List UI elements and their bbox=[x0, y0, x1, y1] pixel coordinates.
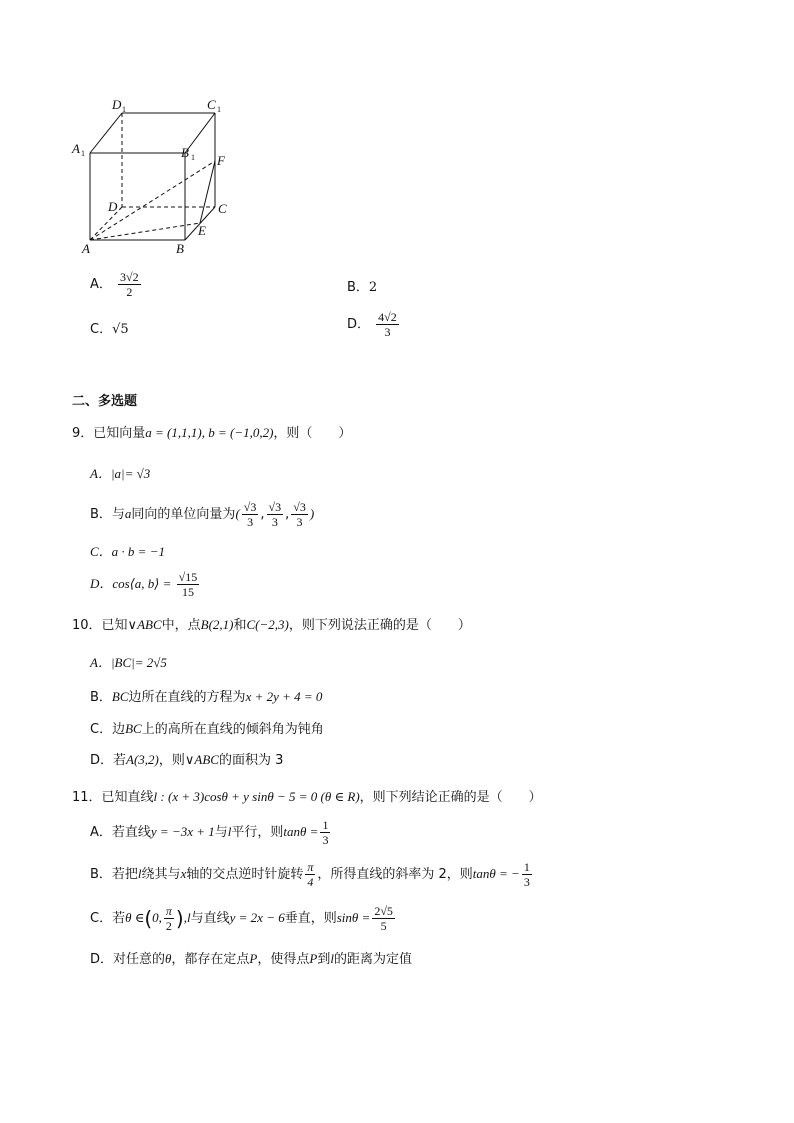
option-label: B． bbox=[347, 280, 369, 295]
label-D1: D bbox=[112, 97, 122, 112]
label-E: E bbox=[198, 223, 206, 238]
q10-stem: 10．已知∨ABC中，点B(2,1)和C(−2,3)，则下列说法正确的是（ ） bbox=[72, 617, 471, 633]
q11-option-c[interactable]: C．若θ ∈(0, $\frac{\pi}{2}$ ),l与直线y = 2x − 6垂直，则sinθ = $\frac{2√5}{5}$ bbox=[90, 904, 393, 933]
q10-option-a[interactable]: A．|BC|= 2√5 bbox=[90, 655, 167, 670]
fraction: $\frac{4√2}{3}$ bbox=[378, 310, 397, 339]
option-value: 2 bbox=[368, 280, 378, 295]
q11-stem: 11．已知直线l : (x + 3)cosθ + y sinθ − 5 = 0 (θ ∈ R)，则下列结论正确的是（ ） bbox=[72, 789, 542, 805]
label-A: A bbox=[82, 241, 90, 256]
q9-option-a[interactable]: A．|a|= √3 bbox=[90, 466, 151, 481]
q8-option-d[interactable] bbox=[347, 310, 401, 339]
q10-option-d[interactable]: D．若A(3,2)，则∨ABC的面积为 3 bbox=[90, 752, 284, 768]
q8-option-a[interactable] bbox=[90, 270, 143, 299]
q11-option-a[interactable]: A．若直线y = −3x + 1与l平行，则tanθ = $\frac{1}{3}$ bbox=[90, 818, 329, 847]
option-label: A． bbox=[90, 277, 112, 292]
q9-option-b[interactable]: B．与a同向的单位向量为( $\frac{√3}{3}$ , $\frac{√3}{3}$ , $\frac{√3}{3}$ ) bbox=[90, 500, 315, 529]
label-C1-sub: 1 bbox=[217, 105, 221, 114]
option-label: C． bbox=[90, 322, 113, 337]
q9-option-d[interactable]: D．cos⟨a, b⟩ = $\frac{√15}{15}$ bbox=[90, 570, 198, 599]
q11-option-b[interactable]: B．若把l绕其与x轴的交点逆时针旋转 $\frac{\pi}{4}$ ，所得直线的斜率为 2，则tanθ = − $\frac{1}{3}$ bbox=[90, 860, 530, 889]
cube-figure bbox=[60, 95, 240, 260]
label-C1: C bbox=[207, 97, 216, 112]
label-B: B bbox=[176, 241, 184, 256]
label-F: F bbox=[217, 153, 225, 168]
label-D: D bbox=[108, 199, 118, 214]
q8-option-b[interactable] bbox=[347, 276, 377, 295]
q9-stem: 9．已知向量a = (1,1,1), b = (−1,0,2)，则（ ） bbox=[72, 425, 352, 441]
section-title: 二、多选题 bbox=[72, 394, 138, 409]
q10-option-b[interactable]: B．BC边所在直线的方程为x + 2y + 4 = 0 bbox=[90, 689, 323, 705]
label-B1: B bbox=[181, 145, 189, 160]
label-D1-sub: 1 bbox=[122, 105, 126, 114]
option-label: D． bbox=[347, 317, 371, 332]
q8-option-c[interactable] bbox=[90, 318, 129, 337]
label-C: C bbox=[218, 201, 227, 216]
option-value: √5 bbox=[112, 322, 129, 337]
label-A1-sub: 1 bbox=[81, 149, 85, 158]
label-B1-sub: 1 bbox=[191, 153, 195, 162]
q10-option-c[interactable]: C．边BC上的高所在直线的倾斜角为钝角 bbox=[90, 721, 324, 737]
q11-option-d[interactable]: D．对任意的θ，都存在定点P，使得点P到l的距离为定值 bbox=[90, 951, 412, 967]
label-A1: A bbox=[72, 141, 80, 156]
fraction: $\frac{3√2}{2}$ bbox=[120, 270, 139, 299]
q9-option-c[interactable]: C．a · b = −1 bbox=[90, 544, 165, 559]
